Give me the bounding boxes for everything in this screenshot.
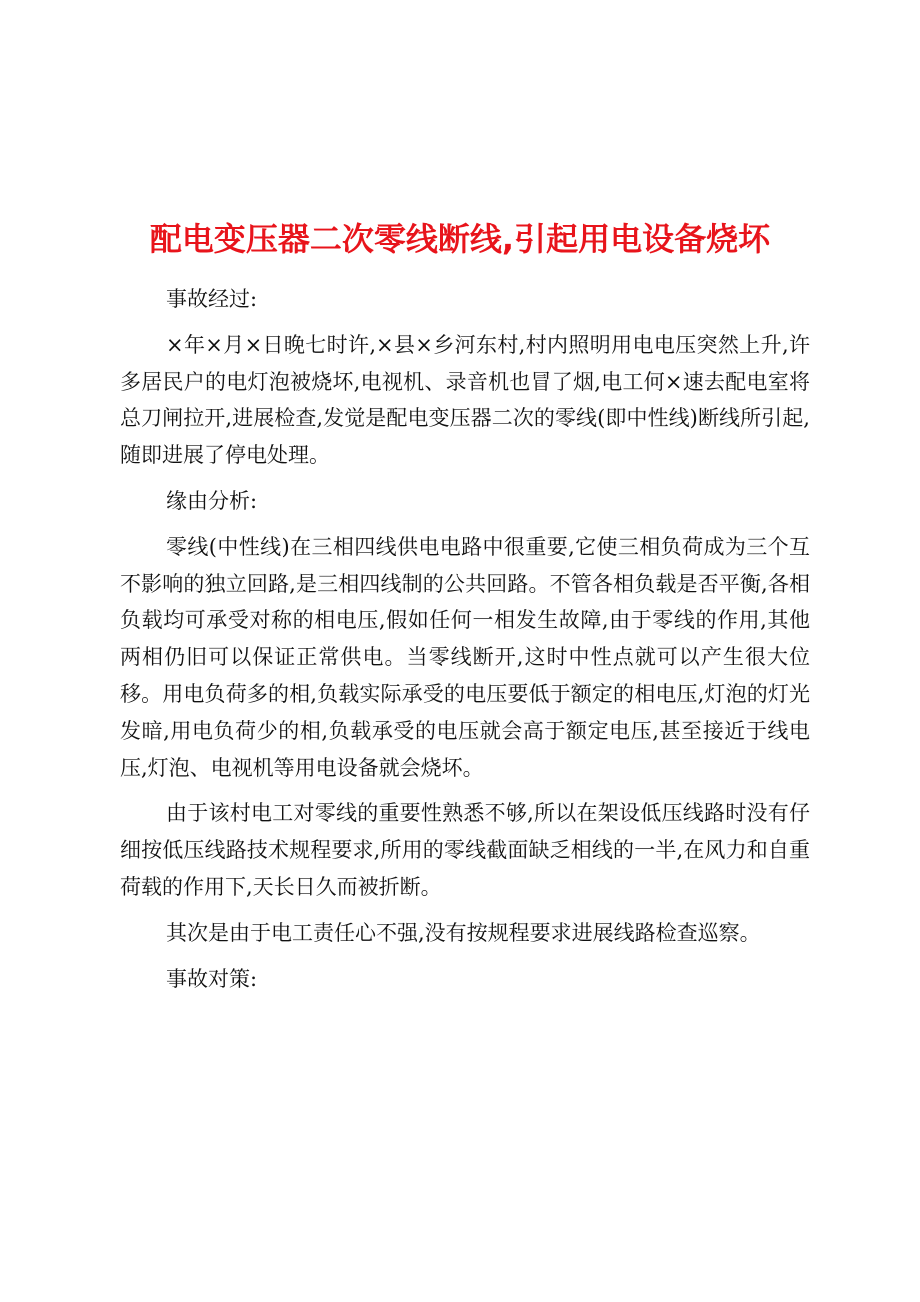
paragraph-neutral-line-explanation: 零线(中性线)在三相四线供电电路中很重要,它使三相负荷成为三个互不影响的独立回路,是三相四线制的公共回路。不管各相负载是否平衡,各相负载均可承受对称的相电压,假如任何一相发生故障,由于零线的作用,其他两相仍旧可以保证正常供电。当零线断开,这时中性点就可以产生很大位移。用电负荷多的相,负载实际承受的电压要低于额定的相电压,灯泡的灯光发暗,用电负荷少的相,负载承受的电压就会高于额定电压,甚至接近于线电压,灯泡、电视机等用电设备就会烧坏。 bbox=[120, 534, 810, 780]
document-body bbox=[120, 281, 810, 1006]
paragraph-accident-description: ×年×月×日晚七时许,×县×乡河东村,村内照明用电电压突然上升,许多居民户的电灯泡被烧坏,电视机、录音机也冒了烟,电工何×速去配电室将总刀闸拉开,进展检查,发觉是配电变压器二次的零线(即中性线)断线所引起,随即进展了停电处理。 bbox=[120, 332, 810, 468]
document-title: 配电变压器二次零线断线,引起用电设备烧坏 bbox=[149, 220, 771, 259]
section-heading-accident-process: 事故经过: bbox=[166, 287, 258, 311]
paragraph-cause-installation: 由于该村电工对零线的重要性熟悉不够,所以在架设低压线路时没有仔细按低压线路技术规程要求,所用的零线截面缺乏相线的一半,在风力和自重荷载的作用下,天长日久而被折断。 bbox=[120, 801, 810, 899]
paragraph-cause-inspection: 其次是由于电工责任心不强,没有按规程要求进展线路检查巡察。 bbox=[166, 920, 761, 945]
section-heading-cause-analysis: 缘由分析: bbox=[166, 488, 258, 513]
section-heading-countermeasures: 事故对策: bbox=[166, 966, 258, 991]
